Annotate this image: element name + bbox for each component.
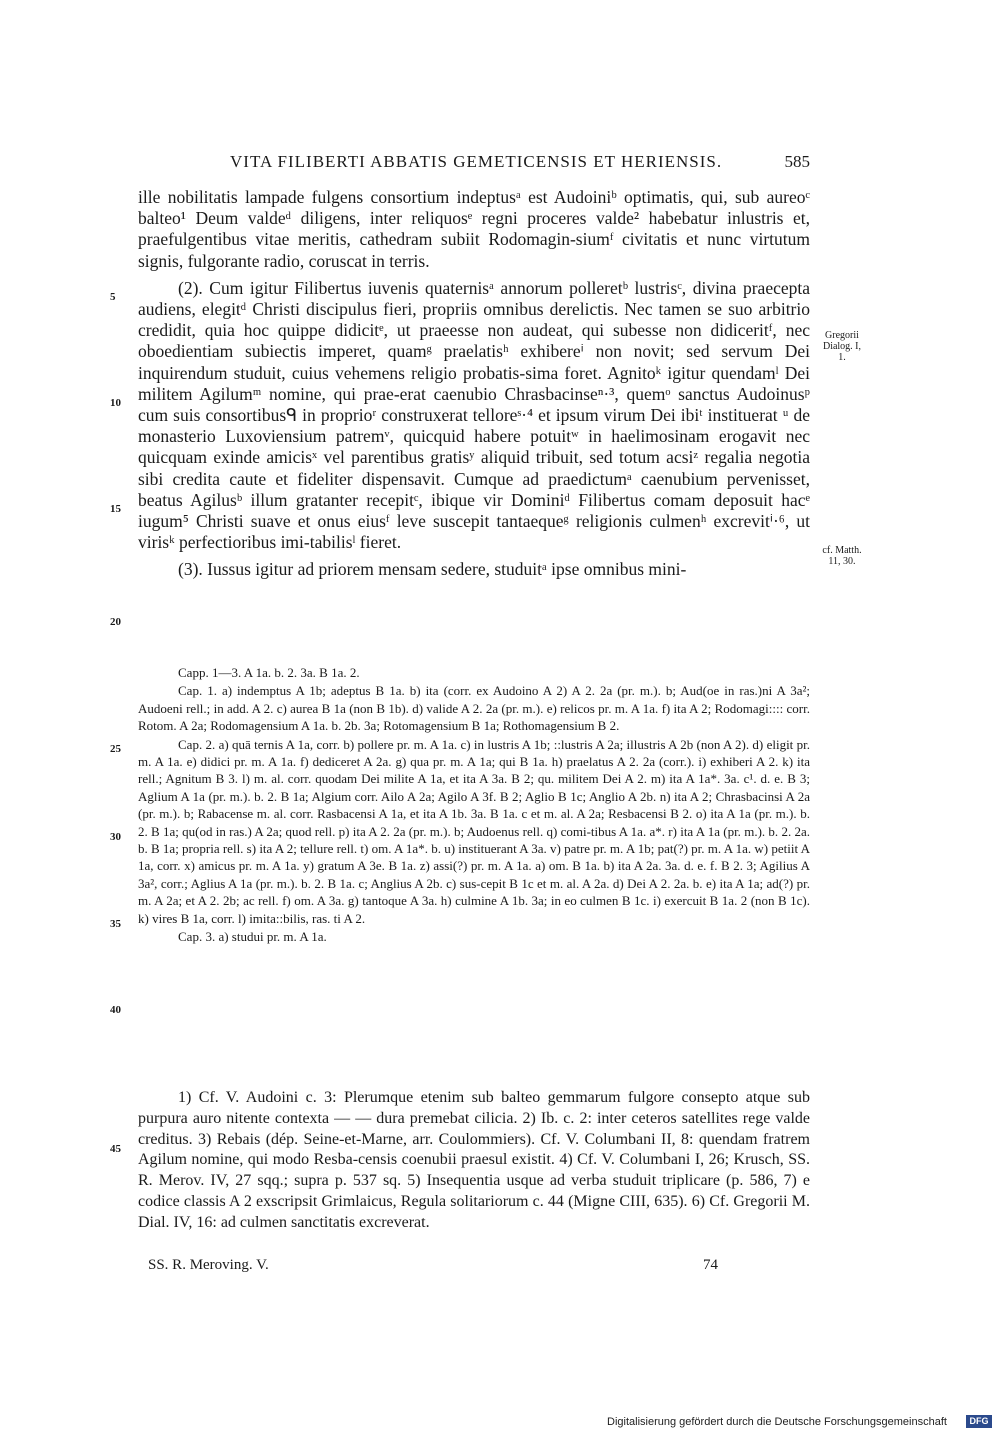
line-number: 35 [110,918,121,930]
page-number: 585 [784,152,810,171]
body-paragraph: ille nobilitatis lampade fulgens consortium indeptusᵃ est Audoiniᵇ optimatis, qui, sub aureoᶜ balteo¹ Deum valdeᵈ diligens, inter reliquosᵉ regni proceres valde² habebatur inlustris et, praefulgentibus vitae meritis, cathedram subiit Rodomagin-siumᶠ civitatis et nunc virtutum signis, fulgorante radio, coruscat in terris. [138,187,810,271]
margin-note-matth: cf. Matth. 11, 30. [822,545,862,567]
body-paragraph: (3). Iussus igitur ad priorem mensam sedere, studuitᵃ ipse omnibus mini- [178,559,687,580]
digitization-note: Digitalisierung gefördert durch die Deutsche Forschungsgemeinschaft [607,1416,947,1428]
footnote-block: 1) Cf. V. Audoini c. 3: Plerumque etenim sub balteo gemmarum fulgore consepto atque sub purpura auro nitente contexta — — dura premebat cilicia. 2) Ib. c. 2: inter ceteros satellites rege valde creditus. 3) Rebais (dép. Seine-et-Marne, arr. Coulommiers). Cf. V. Columbani II, 8: quendam fratrem Agilum nomine, qui modo Resba-censis coenubii praesul existit. 4) Cf. V. Columbani I, 26; Krusch, SS. R. Merov. IV, 27 sqq.; supra p. 537 sq. 5) Insequentia usque ad verba studuit triplicare (p. 586, 7) e codice classis A 2 exscripsit Grimlaicus, Regula solitariorum c. 44 (Migne CIII, 635). 6) Cf. Gregorii M. Dial. IV, 16: ad culmen sanctitatis excreverat. [138,1089,810,1231]
line-number: 10 [110,397,121,409]
line-number: 15 [110,503,121,515]
line-number: 40 [110,1004,121,1016]
line-number: 5 [110,291,116,303]
margin-note-gregorii: Gregorii Dialog. I, 1. [822,330,862,363]
dfg-logo: DFG [966,1415,992,1428]
line-number: 20 [110,616,121,628]
sheet-number: 74 [703,1257,718,1273]
body-paragraph: (2). Cum igitur Filibertus iuvenis quaternisᵃ annorum polleretᵇ lustrisᶜ, divina praecepta audiens, elegitᵈ Christi discipulus fieri, propriis omnibus derelictis. Nec tamen se suo arbitrio credidit, quia hoc quippe didicitᵉ, ut praeesse non audeat, qui subesse non didiceritᶠ, nec oboedientiam subiectis imperet, quamᵍ praelatisʰ exhibereⁱ non novit; sed servum Dei inquirendum studuit, cuius vehemens religio probatis-sima foret. Agnitoᵏ igitur quendamˡ Dei militem Agilumᵐ nomine, qui prae-erat caenubio Chrasbacinseⁿ·³, quemᵒ sanctus Audoinusᵖ cum suis consortibusᑫ in proprioʳ construxerat telloreˢ·⁴ et ipsum virum Dei ibiᵗ instituerat ᵘ de monasterio Luxoviensium patremᵛ, quicquid habere potuitʷ in haelimosinam erogavit nec quicquam exinde amicisˣ vel parentibus gratisʸ aliquid tribuit, sed totum acsiᶻ regalia negotia sibi credita caute et fideliter dispensavit. Cumque ad praedictumᵃ caenubium pervenisset, beatus Agilusᵇ illum gratanter recepitᶜ, ibique vir Dominiᵈ Filibertus comam deposuit hacᵉ iugum⁵ Christi suave et onus eiusᶠ leve suscepit tantaequeᵍ religionis culmenʰ excrevitⁱ·⁶, ut virisᵏ perfectioribus imi-tabilisˡ fieret. [138,277,810,553]
line-number: 45 [110,1143,121,1155]
line-number: 25 [110,743,121,755]
apparatus-entry: Cap. 3. a) studui pr. m. A 1a. [178,929,327,945]
apparatus-entry: Cap. 1. a) indemptus A 1b; adeptus B 1a. b) ita (corr. ex Audoino A 2) A 2. 2a (pr. m.). b; Aud(oe in ras.)ni A 3a²; Audoeni rell.; in add. A 2. c) aurea B 1a (non B 1b). d) valide A 2. 2a (pr. m.). e) relicos pr. m. A 1a. f) ita A 2; Rodomagi:::: corr. Rotom. A 2a; Rodomagensium A 1a. b. 2b. 3a; Rotomagensium B 1a; Rothomagensium B 2. [138,683,810,734]
running-header [138,152,810,176]
main-text [138,187,810,581]
footnotes [138,1088,810,1234]
apparatus-entry: Cap. 2. a) quā ternis A 1a, corr. b) pollere pr. m. A 1a. c) in lustris A 1b; ::lustris A 2a; illustris A 2b (non A 2). d) eligit pr. m. A 1a. e) didici pr. m. A 1a. f) dediceret A 2a. g) qua pr. m. A 1a; qui B 1a. h) praelatus A 2. 2a (corr.). i) exhiberi A 2. k) ita rell.; Agnitum B 3. l) m. al. corr. quodam Dei milite A 1a, et ita A 3a. B 2; qu. militem Dei A 2. m) ita A 1a*. 3a. c¹. d. e. B 3; Aglium A 1a (pr. m.). b. 2. B 1a; Algium corr. Ailo A 2a; Agilo A 3f. B 2; Aglio B 1c; Anglio A 2b. n) ita A 2; Chrasbacinsi A 2a (pr. m.). b; Rabacense m. al. corr. Rasbacensi A 1a, et ita A 1b. 3a. B 1a. c et m. al. A 2a; Resbacensi B 2. o) ita A 1a (pr. m.). b. 2. B 1a; qu(od in ras.) A 2a; quod rell. p) ita A 2. 2a (pr. m.). b; Audoenus rell. q) comi-tibus A 1a. a*. r) ita A 1a (pr. m.). b. 2. 2a. b. B 1a; propria rell. s) ita A 2; tellure rell. t) om. A 1a*. b. u) instituerant A 3a. v) patre pr. m. A 1b; pat(?) pr. m. A 1a. w) petiit A 1a, corr. x) amicus pr. m. A 1a. y) gratum A 3e. B 1a. z) assi(?) pr. m. A 1a. a) om. B 1a. b) ita A 2a. 3a. d. e. f. B 2. 3; Agilius A 3a², corr.; Aglius A 1a (pr. m.). b. 2. B 1a. c; Anglius A 2b. c) sus-cepit B 1c et m. al. A 2a. d) Dei A 2. 2a. b. e) ita A 1a; ad(?) pr. m. A 2a; et A 2. 2b; ac rell. f) om. A 3a. g) tantoque A 3a. h) culmine A 1b. 3a; in eo culmen B 1c. i) exercuit B 1a. 2 (non B 1c). k) vires B 1a, corr. l) imita::bilis, ras. ti A 2. [138,736,810,926]
line-number: 30 [110,831,121,843]
running-title: VITA FILIBERTI ABBATIS GEMETICENSIS ET HERIENSIS. [230,152,723,171]
apparatus-entry: Capp. 1—3. A 1a. b. 2. 3a. B 1a. 2. [178,665,360,680]
critical-apparatus [138,664,810,947]
signature-mark: SS. R. Meroving. V. [148,1257,269,1273]
